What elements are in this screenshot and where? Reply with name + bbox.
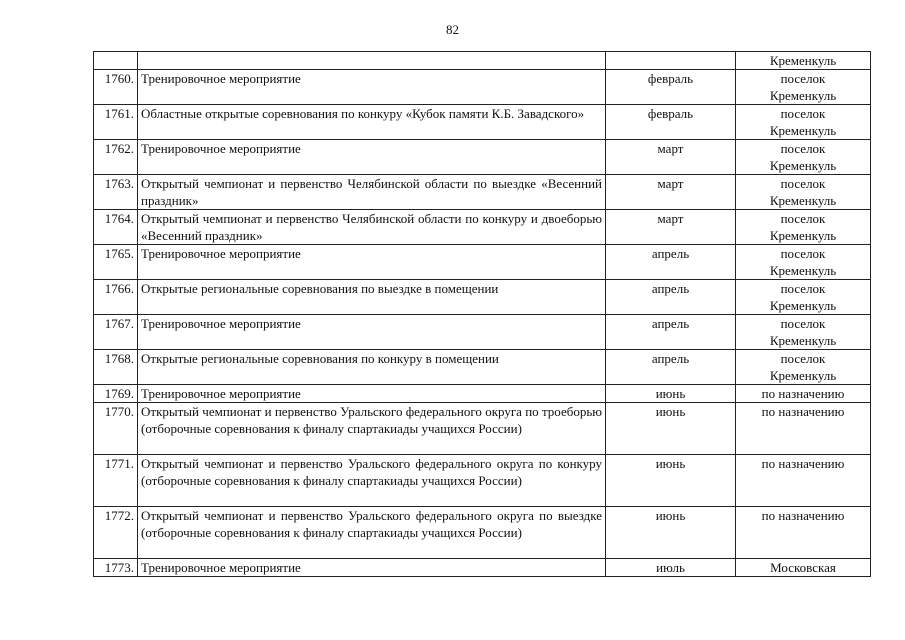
table-row xyxy=(94,280,871,315)
table-row xyxy=(94,140,871,175)
row-number: 1771. xyxy=(94,455,138,507)
event-place-line: Кременкуль xyxy=(769,53,837,68)
event-place-line: Кременкуль xyxy=(769,333,837,348)
event-name: Открытые региональные соревнования по выездке в помещении xyxy=(138,280,606,315)
row-number: 1769. xyxy=(94,385,138,403)
table-row xyxy=(94,70,871,105)
event-place-line: Кременкуль xyxy=(769,123,837,138)
event-name: Открытый чемпионат и первенство Уральского федерального округа по выездке (отборочные соревнования к финалу спартакиады учащихся России) xyxy=(138,507,606,559)
table-row xyxy=(94,52,871,70)
event-place xyxy=(736,507,871,559)
event-place xyxy=(736,105,871,140)
event-place xyxy=(736,70,871,105)
table-row xyxy=(94,385,871,403)
event-place-line: по назначению xyxy=(761,386,845,401)
table-row xyxy=(94,455,871,507)
event-month xyxy=(606,52,736,70)
event-name: Тренировочное мероприятие xyxy=(138,70,606,105)
event-place-line: по назначению xyxy=(761,456,845,471)
events-table-body xyxy=(94,52,871,577)
table-row xyxy=(94,350,871,385)
event-month: апрель xyxy=(606,280,736,315)
event-month: март xyxy=(606,140,736,175)
event-month: июль xyxy=(606,559,736,577)
event-name: Открытый чемпионат и первенство Челябинской области по конкуру и двоеборью «Весенний праздник» xyxy=(138,210,606,245)
event-place xyxy=(736,315,871,350)
event-place xyxy=(736,280,871,315)
event-place-line: Кременкуль xyxy=(769,298,837,313)
event-name: Открытый чемпионат и первенство Уральского федерального округа по троеборью (отборочные соревнования к финалу спартакиады учащихся России) xyxy=(138,403,606,455)
event-name xyxy=(138,52,606,70)
table-row xyxy=(94,210,871,245)
event-place xyxy=(736,559,871,577)
table-row xyxy=(94,315,871,350)
event-month: март xyxy=(606,210,736,245)
event-place xyxy=(736,140,871,175)
row-number: 1763. xyxy=(94,175,138,210)
event-month: июнь xyxy=(606,385,736,403)
event-place xyxy=(736,52,871,70)
event-place-line: Кременкуль xyxy=(769,158,837,173)
event-place-line: поселок xyxy=(780,351,826,366)
event-place-line: Кременкуль xyxy=(769,228,837,243)
event-name: Тренировочное мероприятие xyxy=(138,140,606,175)
event-place xyxy=(736,175,871,210)
event-place xyxy=(736,350,871,385)
event-place-line: поселок xyxy=(780,176,826,191)
event-month: апрель xyxy=(606,245,736,280)
event-place xyxy=(736,403,871,455)
table-row xyxy=(94,507,871,559)
row-number: 1768. xyxy=(94,350,138,385)
table-row xyxy=(94,105,871,140)
event-name: Тренировочное мероприятие xyxy=(138,315,606,350)
event-name: Областные открытые соревнования по конкуру «Кубок памяти К.Б. Завадского» xyxy=(138,105,606,140)
event-month: март xyxy=(606,175,736,210)
event-place-line: поселок xyxy=(780,211,826,226)
event-name: Тренировочное мероприятие xyxy=(138,559,606,577)
row-number: 1762. xyxy=(94,140,138,175)
event-place-line: поселок xyxy=(780,246,826,261)
event-name: Открытый чемпионат и первенство Челябинской области по выездке «Весенний праздник» xyxy=(138,175,606,210)
event-month: апрель xyxy=(606,315,736,350)
event-name: Открытый чемпионат и первенство Уральского федерального округа по конкуру (отборочные соревнования к финалу спартакиады учащихся России) xyxy=(138,455,606,507)
page-number: 82 xyxy=(446,22,459,37)
event-name: Тренировочное мероприятие xyxy=(138,245,606,280)
table-row xyxy=(94,403,871,455)
event-place-line: по назначению xyxy=(761,404,845,419)
event-name: Тренировочное мероприятие xyxy=(138,385,606,403)
events-table xyxy=(93,51,871,577)
event-place xyxy=(736,455,871,507)
row-number xyxy=(94,52,138,70)
event-name: Открытые региональные соревнования по конкуру в помещении xyxy=(138,350,606,385)
row-number: 1767. xyxy=(94,315,138,350)
row-number: 1773. xyxy=(94,559,138,577)
event-place-line: поселок xyxy=(780,106,826,121)
event-place-line: поселок xyxy=(780,281,826,296)
event-month: февраль xyxy=(606,105,736,140)
event-month: июнь xyxy=(606,403,736,455)
row-number: 1764. xyxy=(94,210,138,245)
event-place xyxy=(736,245,871,280)
row-number: 1770. xyxy=(94,403,138,455)
event-place xyxy=(736,210,871,245)
event-place-line: Московская xyxy=(770,560,836,575)
event-place-line: по назначению xyxy=(761,508,845,523)
row-number: 1765. xyxy=(94,245,138,280)
row-number: 1761. xyxy=(94,105,138,140)
event-place-line: Кременкуль xyxy=(769,263,837,278)
event-place-line: поселок xyxy=(780,71,826,86)
table-row xyxy=(94,175,871,210)
table-row xyxy=(94,559,871,577)
row-number: 1766. xyxy=(94,280,138,315)
event-month: июнь xyxy=(606,455,736,507)
event-month: апрель xyxy=(606,350,736,385)
event-place-line: Кременкуль xyxy=(769,193,837,208)
event-place xyxy=(736,385,871,403)
event-month: февраль xyxy=(606,70,736,105)
event-place-line: Кременкуль xyxy=(769,88,837,103)
event-place-line: Кременкуль xyxy=(769,368,837,383)
row-number: 1760. xyxy=(94,70,138,105)
table-row xyxy=(94,245,871,280)
event-month: июнь xyxy=(606,507,736,559)
event-place-line: поселок xyxy=(780,141,826,156)
event-place-line: поселок xyxy=(780,316,826,331)
row-number: 1772. xyxy=(94,507,138,559)
